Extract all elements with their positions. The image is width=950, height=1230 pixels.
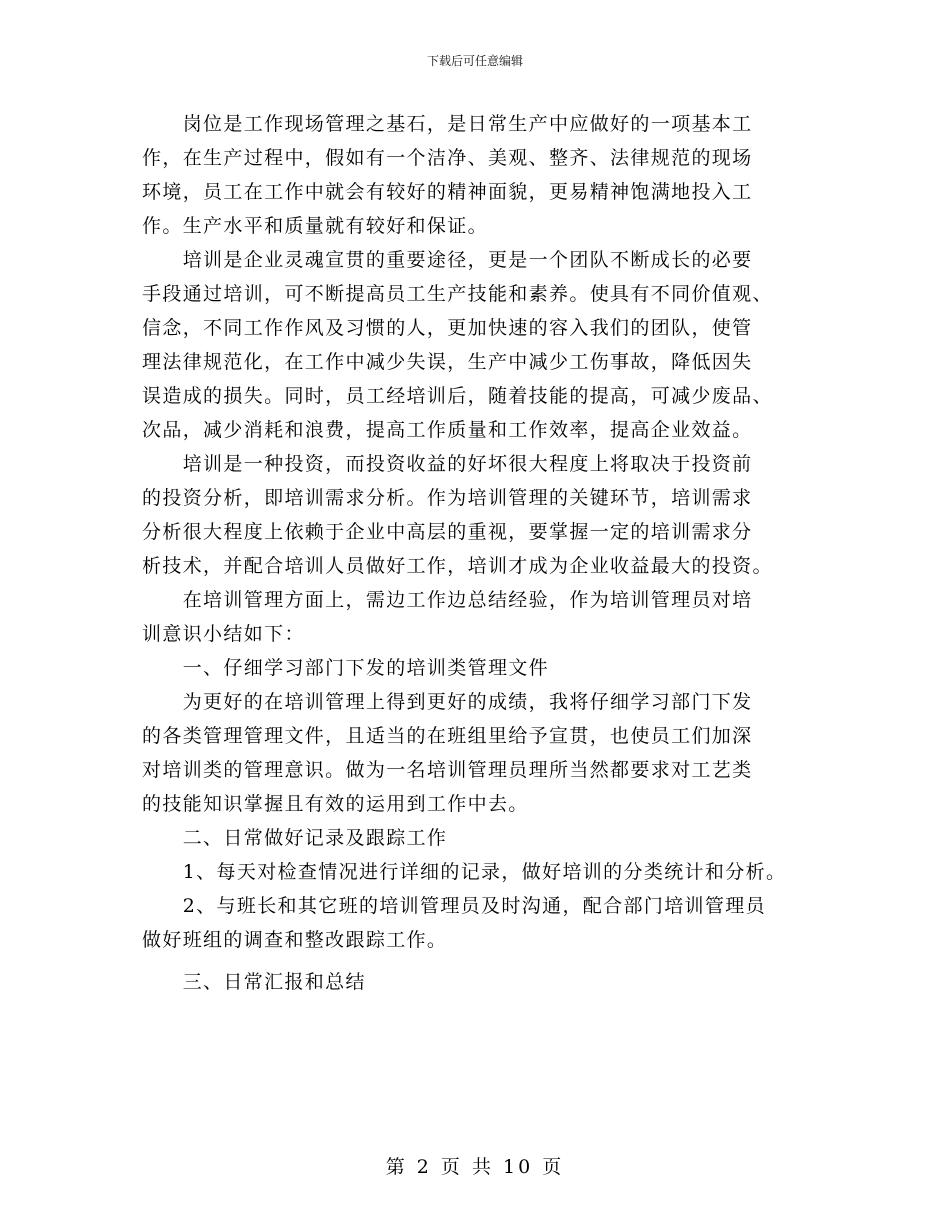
text-line: 1、每天对检查情况进行详细的记录，做好培训的分类统计和分析。 — [142, 861, 787, 883]
text-line: 做好班组的调查和整改跟踪工作。 — [142, 929, 448, 951]
text-line: 为更好的在培训管理上得到更好的成绩，我将仔细学习部门下发 — [142, 691, 753, 713]
text-line: 分析很大程度上依赖于企业中高层的重视，要掌握一定的培训需求分 — [142, 521, 753, 543]
section-heading: 二、日常做好记录及跟踪工作 — [142, 827, 448, 849]
page-header: 下载后可任意编辑 — [426, 54, 523, 68]
text-line: 的各类管理管理文件，且适当的在班组里给予宣贯，也使员工们加深 — [142, 725, 753, 747]
section-heading: 三、日常汇报和总结 — [142, 971, 366, 993]
text-line: 培训是一种投资，而投资收益的好坏很大程度上将取决于投资前 — [142, 453, 753, 475]
body-text — [142, 107, 827, 999]
text-line: 培训是企业灵魂宣贯的重要途径，更是一个团队不断成长的必要 — [142, 249, 753, 271]
text-line: 的投资分析，即培训需求分析。作为培训管理的关键环节，培训需求 — [142, 487, 753, 509]
text-line: 的技能知识掌握且有效的运用到工作中去。 — [142, 793, 529, 815]
text-line: 信念，不同工作作风及习惯的人，更加快速的容入我们的团队，使管 — [142, 317, 753, 339]
text-line: 训意识小结如下： — [142, 623, 305, 645]
text-line: 岗位是工作现场管理之基石，是日常生产中应做好的一项基本工 — [142, 113, 753, 135]
page-number: 第 2 页 共 10 页 — [385, 1156, 565, 1178]
text-line: 作。生产水平和质量就有较好和保证。 — [142, 215, 488, 237]
text-line: 环境，员工在工作中就会有较好的精神面貌，更易精神饱满地投入工 — [142, 181, 753, 203]
text-line: 手段通过培训，可不断提高员工生产技能和素养。使具有不同价值观、 — [142, 283, 773, 305]
text-line: 对培训类的管理意识。做为一名培训管理员理所当然都要求对工艺类 — [142, 759, 753, 781]
section-heading: 一、仔细学习部门下发的培训类管理文件 — [142, 657, 550, 679]
text-line: 误造成的损失。同时，员工经培训后，随着技能的提高，可减少废品、 — [142, 385, 773, 407]
spacer — [142, 957, 827, 965]
text-line: 作，在生产过程中，假如有一个洁净、美观、整齐、法律规范的现场 — [142, 147, 753, 169]
text-line: 理法律规范化，在工作中减少失误，生产中减少工伤事故，降低因失 — [142, 351, 753, 373]
text-line: 次品，减少消耗和浪费，提高工作质量和工作效率，提高企业效益。 — [142, 419, 753, 441]
text-line: 在培训管理方面上，需边工作边总结经验，作为培训管理员对培 — [142, 589, 753, 611]
text-line: 析技术，并配合培训人员做好工作，培训才成为企业收益最大的投资。 — [142, 555, 773, 577]
text-line: 2、与班长和其它班的培训管理员及时沟通，配合部门培训管理员 — [142, 895, 766, 917]
